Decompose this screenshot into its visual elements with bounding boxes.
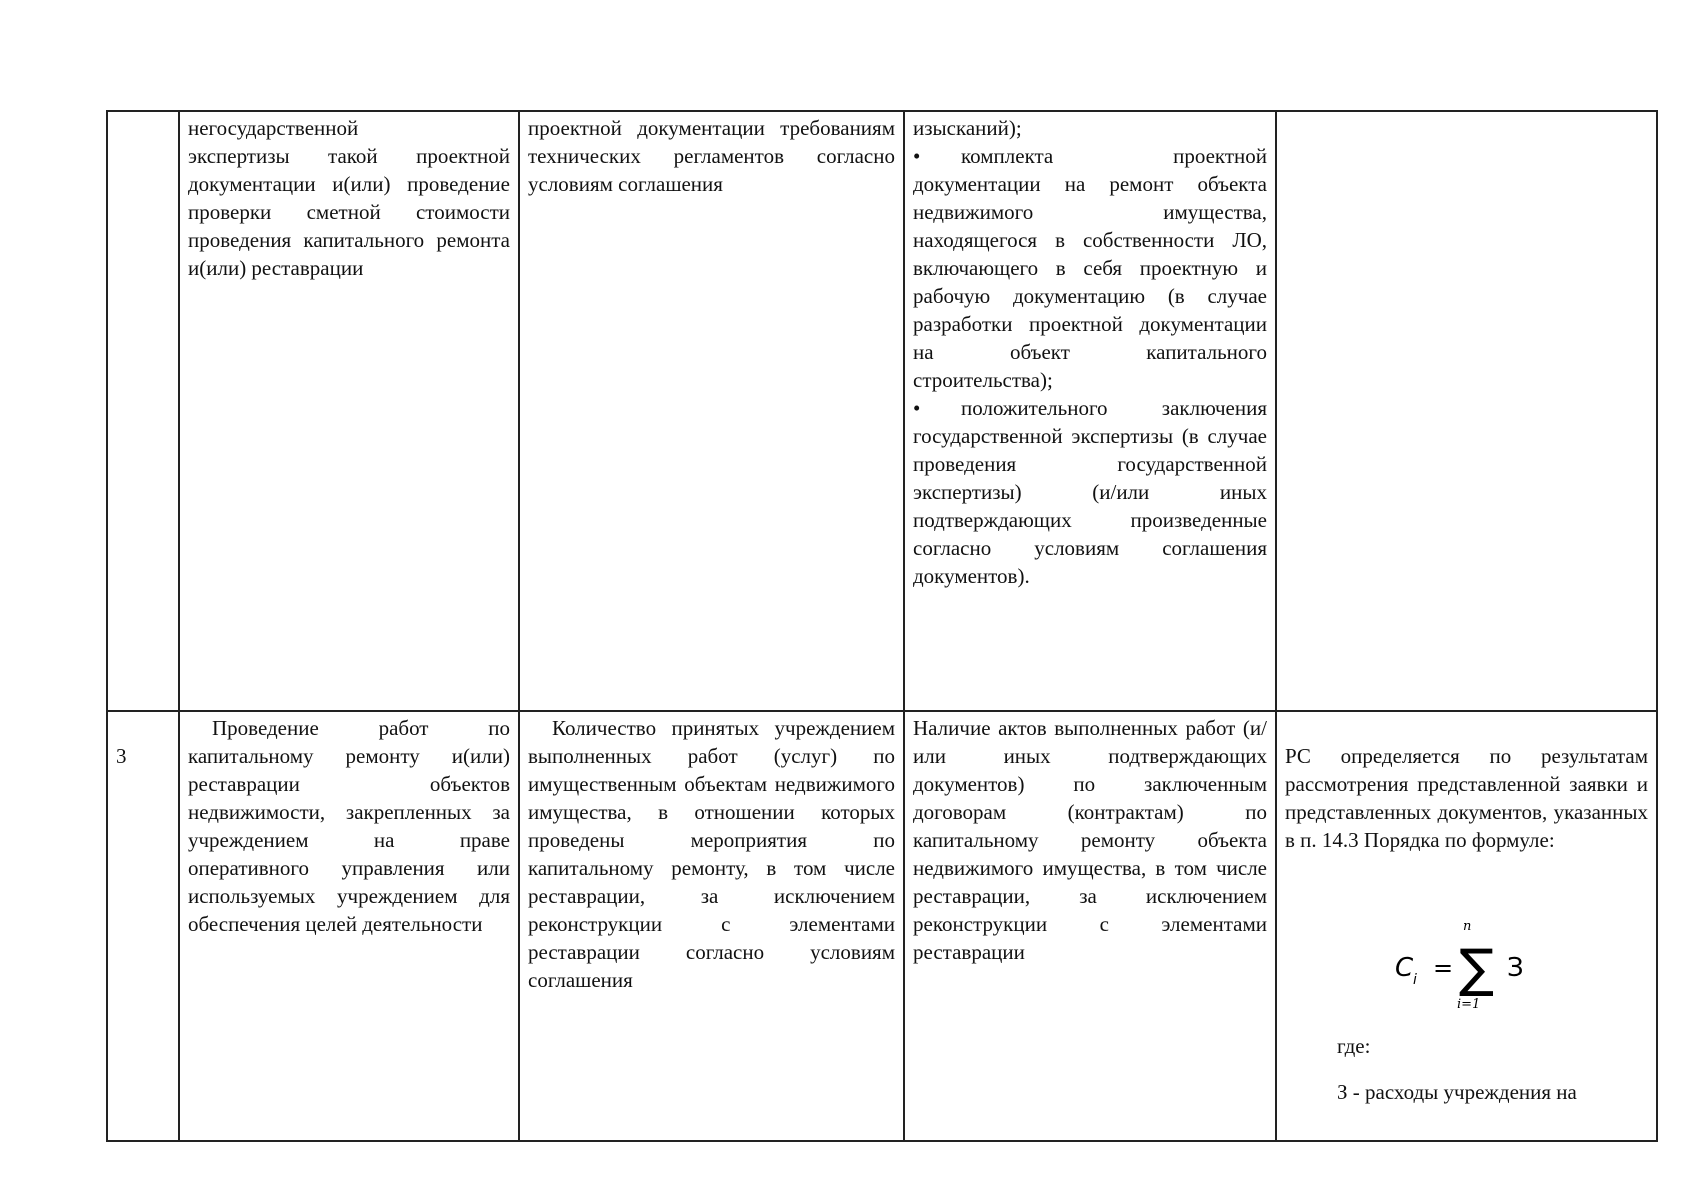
formula-where: где:: [1337, 1034, 1371, 1058]
activity-text: Проведение работ по капитальному ремонту и(или) реставрации объектов недвижимости, закрепленных за учреждением на праве оперативного управления или используемых учреждением для обеспечения целей деятельности: [188, 716, 510, 936]
calculation-cell: [1276, 111, 1657, 711]
activity-text-line: негосударственной: [188, 116, 359, 140]
indicator-cell: [519, 111, 904, 711]
formula-graphic: [1395, 914, 1555, 1014]
row-number-cell: [107, 111, 179, 711]
formula-sum-lower: i=1: [1457, 997, 1481, 1012]
documents-intro: изысканий);: [913, 116, 1022, 140]
sum-formula: [1285, 914, 1648, 1014]
bullet-icon: •: [913, 144, 921, 168]
row-number-cell: [107, 711, 179, 1141]
indicator-text: проектной документации требованиям технических регламентов согласно условиям соглашения: [528, 116, 895, 196]
bullet-text: положительного заключения государственной экспертизы (в случае проведения государственной экспертизы) (и/или иных подтверждающих произведенные согласно условиям соглашения документов).: [913, 396, 1267, 588]
calculation-text: РС определяется по результатам рассмотрения представленной заявки и представленных документов, указанных в п. 14.3 Порядка по формуле:: [1285, 744, 1648, 852]
table-row: [107, 111, 1657, 711]
bullet-text: комплекта проектной документации на ремонт объекта недвижимого имущества, находящегося в собственности ЛО, включающего в себя проектную и рабочую документацию (в случае разработки проектной документации на объект капитального строительства);: [913, 144, 1267, 392]
indicator-text: Количество принятых учреждением выполненных работ (услуг) по имущественным объектам недвижимого имущества, в отношении которых проведены мероприятия по капитальному ремонту, в том числе реставрации, за исключением реконструкции с элементами реставрации согласно условиям соглашения: [528, 716, 895, 992]
activity-text: экспертизы такой проектной документации и(или) проведение проверки сметной стоимости проведения капитального ремонта и(или) реставрации: [188, 144, 510, 280]
criteria-table: [106, 110, 1658, 1142]
sigma-icon: ∑: [1459, 939, 1495, 999]
formula-lhs: C: [1395, 953, 1414, 983]
documents-cell: [904, 111, 1276, 711]
indicator-cell: [519, 711, 904, 1141]
formula-equals: =: [1433, 954, 1454, 982]
documents-cell: [904, 711, 1276, 1141]
bullet-icon: •: [913, 396, 921, 420]
calculation-continuation: З - расходы учреждения на: [1337, 1080, 1577, 1104]
documents-bullet-2: [913, 394, 1267, 590]
documents-text: Наличие актов выполненных работ (и/или иных подтверждающих документов) по заключенным договорам (контрактам) по капитальному ремонту объекта недвижимого имущества, в том числе реставрации, за исключением реконструкции с элементами реставрации: [913, 716, 1267, 964]
formula-lhs-subscript: i: [1413, 972, 1417, 988]
documents-bullet-1: [913, 142, 1267, 394]
formula-term: З: [1507, 953, 1524, 983]
calculation-cell: [1276, 711, 1657, 1141]
activity-cell: [179, 111, 519, 711]
table-row: [107, 711, 1657, 1141]
row-number: 3: [116, 744, 127, 768]
formula-sum-upper: n: [1463, 919, 1472, 934]
activity-cell: [179, 711, 519, 1141]
